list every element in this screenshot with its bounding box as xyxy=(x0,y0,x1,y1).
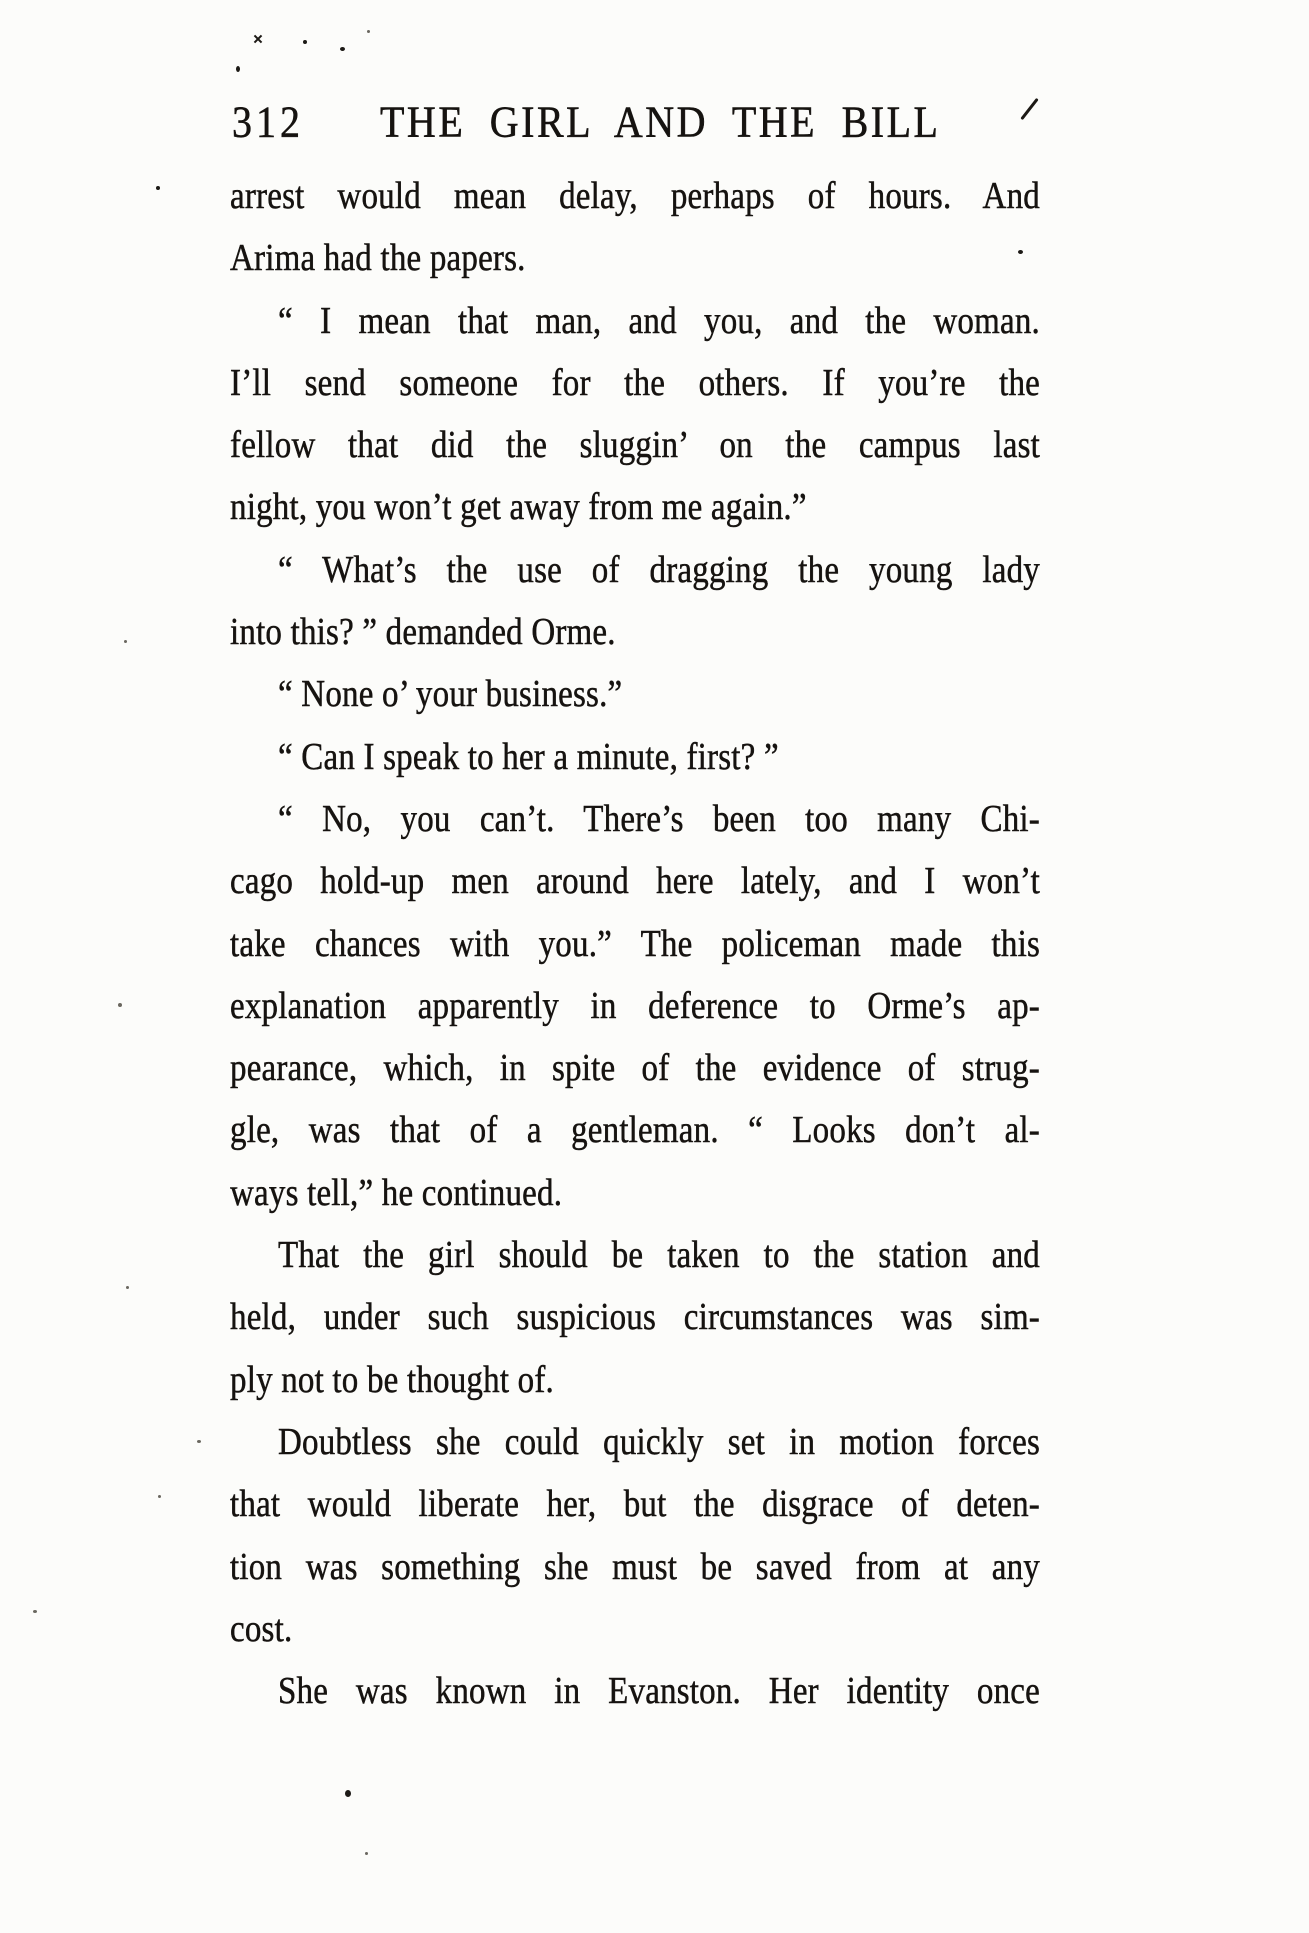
scan-artifact xyxy=(367,30,370,33)
scan-artifact xyxy=(197,1440,201,1443)
text-line: tion was something she must be saved from at any xyxy=(230,1546,1040,1588)
text-line: That the girl should be taken to the station and xyxy=(278,1234,1040,1277)
scan-artifact xyxy=(158,1495,161,1498)
text-line: arrest would mean delay, perhaps of hours. And xyxy=(230,175,1040,218)
text-line: Doubtless she could quickly set in motion forces xyxy=(278,1421,1040,1464)
text-line: cost. xyxy=(230,1608,293,1651)
page-number: 312 xyxy=(232,96,304,147)
text-line: “ What’s the use of dragging the young lady xyxy=(278,549,1040,592)
text-line: “ I mean that man, and you, and the woman. xyxy=(278,300,1040,342)
scan-artifact xyxy=(236,66,240,72)
text-line: “ No, you can’t. There’s been too many Chi- xyxy=(278,798,1040,841)
text-line: Arima had the papers. xyxy=(230,237,526,280)
scan-artifact xyxy=(253,34,263,44)
scan-artifact xyxy=(340,47,345,51)
scan-artifact xyxy=(124,640,127,643)
scan-artifact xyxy=(1018,250,1023,254)
text-line: pearance, which, in spite of the evidence of strug- xyxy=(230,1047,1040,1090)
scan-artifact xyxy=(345,1790,351,1797)
text-line: take chances with you.” The policeman made this xyxy=(230,923,1040,965)
text-line: into this? ” demanded Orme. xyxy=(230,611,616,654)
text-line: night, you won’t get away from me again.” xyxy=(230,487,807,529)
text-line: ways tell,” he continued. xyxy=(230,1172,563,1215)
text-line: “ None o’ your business.” xyxy=(278,673,623,716)
scan-artifact xyxy=(118,1003,122,1007)
text-line: fellow that did the sluggin’ on the campus last xyxy=(230,424,1040,467)
text-block xyxy=(230,166,1040,1723)
page-header xyxy=(230,95,1040,151)
scan-artifact xyxy=(33,1610,37,1613)
scan-artifact xyxy=(303,40,307,44)
text-line: cago hold-up men around here lately, and I won’t xyxy=(230,860,1040,903)
text-line: gle, was that of a gentleman. “ Looks don’t al- xyxy=(230,1110,1040,1152)
text-line: “ Can I speak to her a minute, first? ” xyxy=(278,736,779,779)
text-line: held, under such suspicious circumstances was sim- xyxy=(230,1296,1040,1339)
text-line: I’ll send someone for the others. If you’re the xyxy=(230,362,1040,405)
running-title: THE GIRL AND THE BILL xyxy=(380,96,941,147)
scan-artifact xyxy=(126,1286,129,1289)
text-line: that would liberate her, but the disgrace of deten- xyxy=(230,1483,1040,1526)
text-line: explanation apparently in deference to Orme’s ap- xyxy=(230,985,1040,1028)
scan-artifact xyxy=(365,1852,368,1855)
scan-artifact xyxy=(156,186,160,190)
text-line: ply not to be thought of. xyxy=(230,1359,554,1401)
text-line: She was known in Evanston. Her identity once xyxy=(278,1670,1040,1713)
